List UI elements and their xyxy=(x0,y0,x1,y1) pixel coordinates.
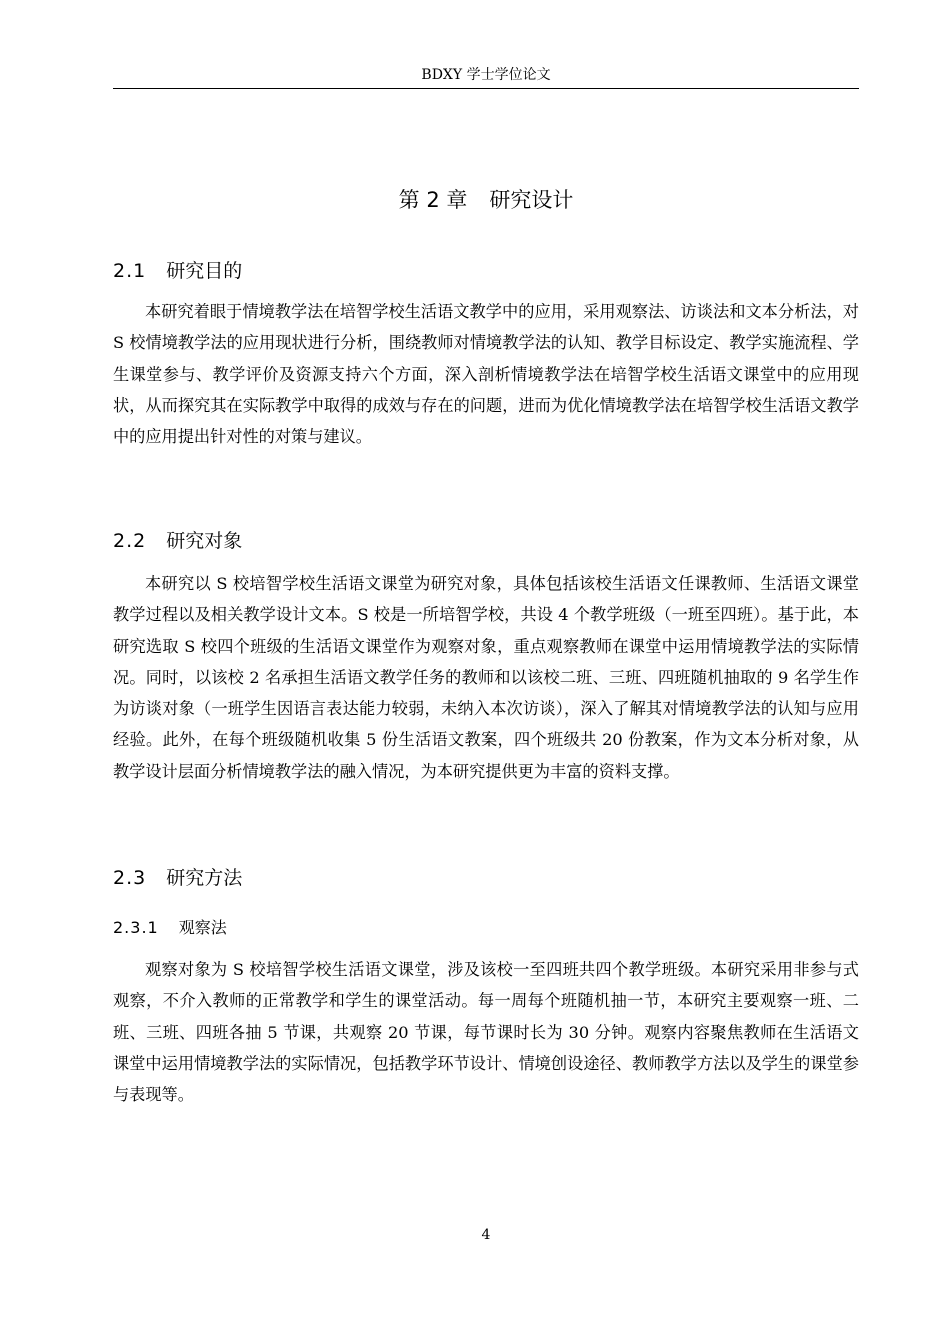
section-title: 研究目的 xyxy=(166,260,243,282)
chapter-number: 第 2 章 xyxy=(398,188,468,212)
subsection-paragraph-2-3-1: 观察对象为 S 校培智学校生活语文课堂，涉及该校一至四班共四个教学班级。本研究采用非参与式观察，不介入教师的正常教学和学生的课堂活动。每一周每个班随机抽一节，本研究主要观察一班、二班、三班、四班各抽 5 节课，共观察 20 节课，每节课时长为 30 分钟。观察内容聚焦教师在生活语文课堂中运用情境教学法的实际情况，包括教学环节设计、情境创设途径、教师教学方法以及学生的课堂参与表现等。 xyxy=(113,960,859,1105)
running-header: BDXY 学士学位论文 xyxy=(421,67,551,83)
chapter-title: 研究设计 xyxy=(489,188,574,212)
section-paragraph-2-2: 本研究以 S 校培智学校生活语文课堂为研究对象，具体包括该校生活语文任课教师、生活语文课堂教学过程以及相关教学设计文本。S 校是一所培智学校，共设 4 个教学班级（一班至四班）。基于此，本研究选取 S 校四个班级的生活语文课堂作为观察对象，重点观察教师在课堂中运用情境教学法的实际情况。同时，以该校 2 名承担生活语文教学任务的教师和以该校二班、三班、四班随机抽取的 9 名学生作为访谈对象（一班学生因语言表达能力较弱，未纳入本次访谈），深入了解其对情境教学法的认知与应用经验。此外，在每个班级随机收集 5 份生活语文教案，四个班级共 20 份教案，作为文本分析对象，从教学设计层面分析情境教学法的融入情况，为本研究提供更为丰富的资料支撑。 xyxy=(113,574,859,781)
section-heading-2-1 xyxy=(113,256,242,286)
section-heading-2-3 xyxy=(113,863,242,893)
page-number: 4 xyxy=(481,1227,491,1243)
section-number: 2.2 xyxy=(113,530,147,552)
section-heading-2-2 xyxy=(113,526,242,556)
section-title: 研究方法 xyxy=(166,867,243,889)
chapter-heading xyxy=(113,184,859,216)
section-paragraph-2-1: 本研究着眼于情境教学法在培智学校生活语文教学中的应用，采用观察法、访谈法和文本分析法，对 S 校情境教学法的应用现状进行分析，围绕教师对情境教学法的认知、教学目标设定、教学实施流程、学生课堂参与、教学评价及资源支持六个方面，深入剖析情境教学法在培智学校生活语文课堂中的应用现状，从而探究其在实际教学中取得的成效与存在的问题，进而为优化情境教学法在培智学校生活语文教学中的应用提出针对性的对策与建议。 xyxy=(113,302,859,447)
subsection-number: 2.3.1 xyxy=(113,918,159,937)
header-rule xyxy=(113,88,859,89)
section-number: 2.1 xyxy=(113,260,147,282)
section-title: 研究对象 xyxy=(166,530,243,552)
subsection-title: 观察法 xyxy=(178,918,227,937)
subsection-heading-2-3-1 xyxy=(113,915,227,941)
section-number: 2.3 xyxy=(113,867,147,889)
